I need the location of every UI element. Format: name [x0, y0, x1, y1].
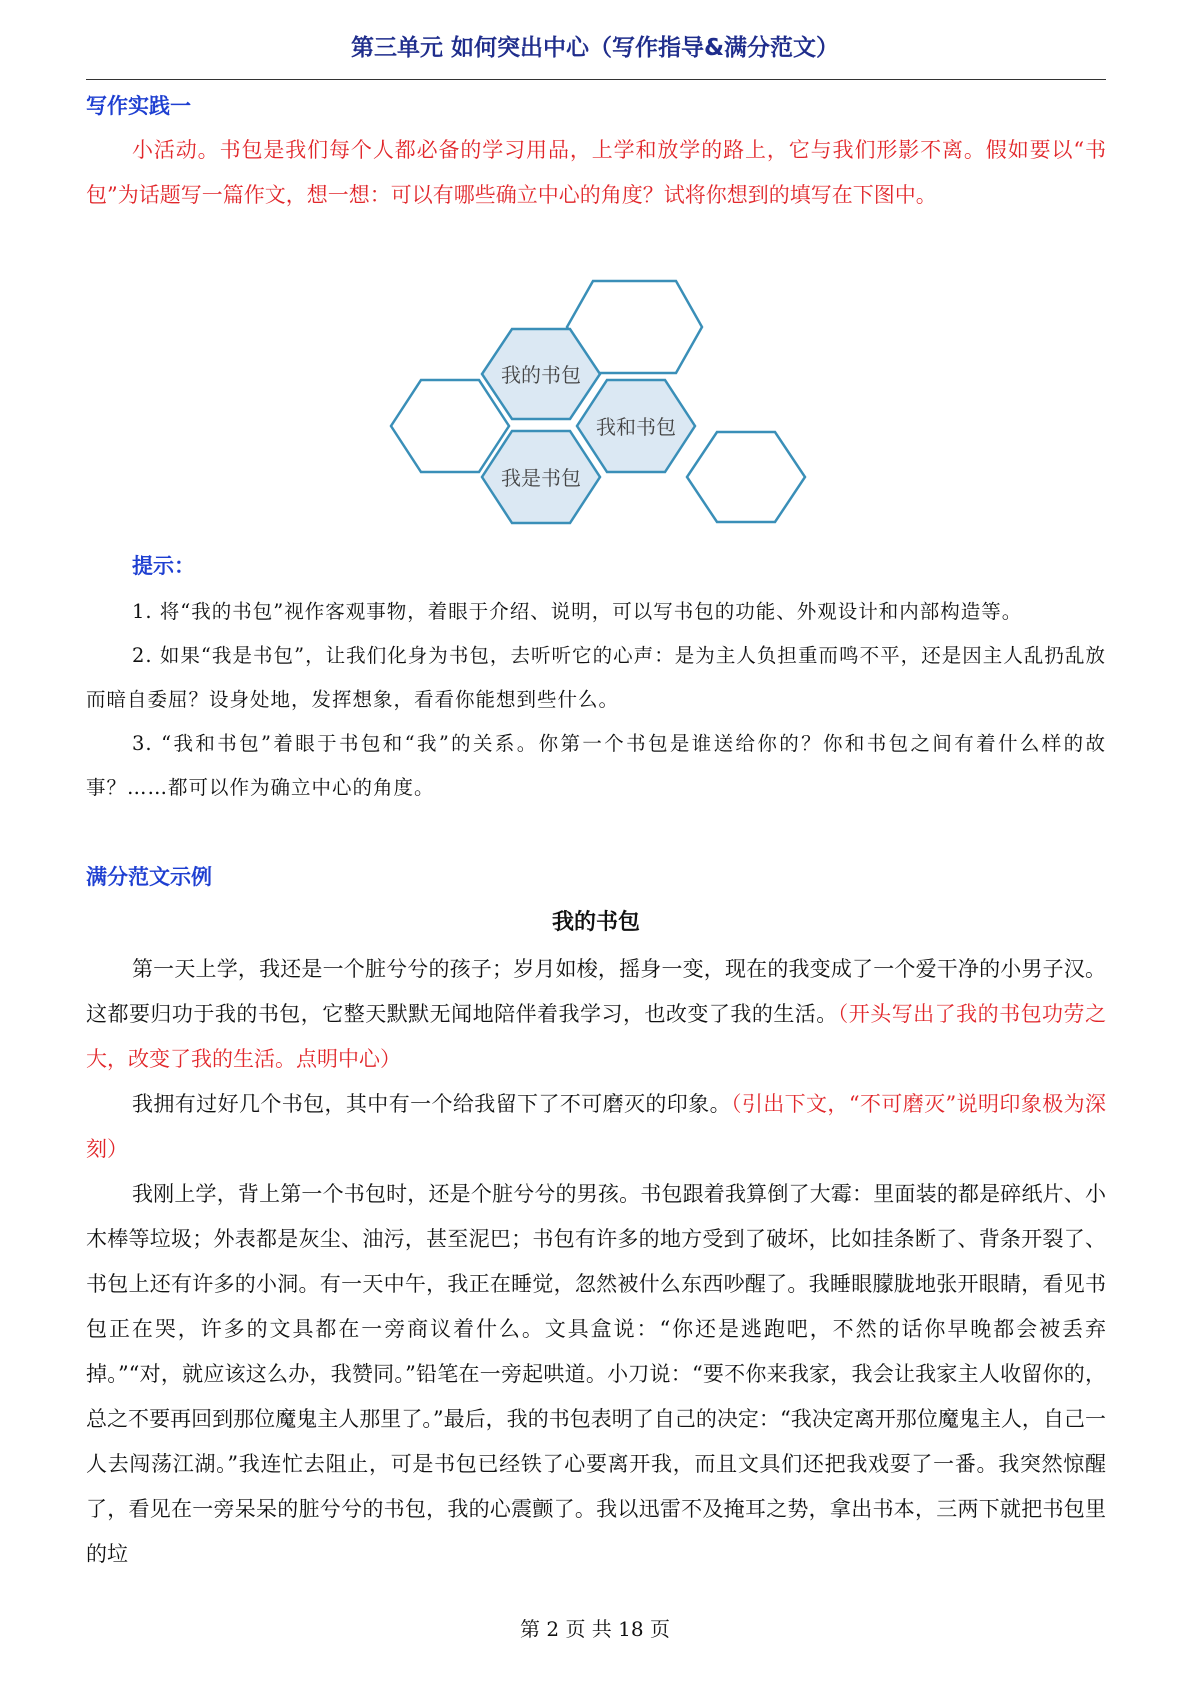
- hexagon-me-and-schoolbag: [577, 380, 695, 472]
- practice-heading: 写作实践一: [86, 94, 191, 118]
- sample-heading: 满分范文示例: [86, 865, 212, 889]
- essay-paragraph-2: [86, 1082, 1106, 1172]
- tip-item-1: 1. 将“我的书包”视作客观事物，着眼于介绍、说明，可以写书包的功能、外观设计和内部构造等。: [132, 600, 1023, 623]
- tips-section: [86, 548, 1106, 810]
- essay-annotation-2: （引出下文，“不可磨灭”说明印象极为深刻）: [86, 1092, 1106, 1161]
- hexagon-i-am-schoolbag: [482, 431, 600, 523]
- tip-item-2: 2. 如果“我是书包”，让我们化身为书包，去听听它的心声：是为主人负担重而鸣不平，还是因主人乱扔乱放而暗自委屈？设身处地，发挥想象，看看你能想到些什么。: [86, 644, 1106, 711]
- essay-annotation-1: （开头写出了我的书包功劳之大，改变了我的生活。点明中心）: [86, 1002, 1107, 1071]
- essay-paragraph-1: [86, 947, 1106, 1082]
- header-divider: [86, 79, 1106, 80]
- empty-hexagon-bottom-right: [687, 432, 805, 522]
- sample-essay-section: [86, 859, 1106, 1577]
- tip-item-3: 3. “我和书包”着眼于书包和“我”的关系。你第一个书包是谁送给你的？你和书包之间有着什么样的故事？……都可以作为确立中心的角度。: [86, 732, 1106, 799]
- essay-paragraph-3: 我刚上学，背上第一个书包时，还是个脏兮兮的男孩。书包跟着我算倒了大霉：里面装的都是碎纸片、小木棒等垃圾；外表都是灰尘、油污，甚至泥巴；书包有许多的地方受到了破坏，比如挂条断了、背条开裂了、书包上还有许多的小洞。有一天中午，我正在睡觉，忽然被什么东西吵醒了。我睡眼朦胧地张开眼睛，看见书包正在哭，许多的文具都在一旁商议着什么。文具盒说：“你还是逃跑吧，不然的话你早晚都会被丢弃掉。”“对，就应该这么办，我赞同。”铅笔在一旁起哄道。小刀说：“要不你来我家，我会让我家主人收留你的，总之不要再回到那位魔鬼主人那里了。”最后，我的书包表明了自己的决定：“我决定离开那位魔鬼主人，自己一人去闯荡江湖。”我连忙去阻止，可是书包已经铁了心要离开我，而且文具们还把我戏耍了一番。我突然惊醒了，看见在一旁呆呆的脏兮兮的书包，我的心震颤了。我以迅雷不及掩耳之势，拿出书本，三两下就把书包里的垃: [86, 1182, 1106, 1566]
- activity-paragraph: 小活动。书包是我们每个人都必备的学习用品，上学和放学的路上，它与我们形影不离。假如要以“书包”为话题写一篇作文，想一想：可以有哪些确立中心的角度？试将你想到的填写在下图中。: [86, 138, 1106, 207]
- essay-paragraph-2-text: 我拥有过好几个书包，其中有一个给我留下了不可磨灭的印象。: [132, 1092, 731, 1116]
- page-footer: 第 2 页 共 18 页: [520, 1617, 670, 1641]
- tips-heading: 提示：: [132, 554, 195, 578]
- practice-section: [86, 88, 1106, 218]
- hexagon-label-i-am-schoolbag: 我是书包: [501, 466, 581, 490]
- hexagon-label-my-schoolbag: 我的书包: [501, 363, 581, 387]
- essay-paragraph-1-text: 第一天上学，我还是一个脏兮兮的孩子；岁月如梭，摇身一变，现在的我变成了一个爱干净的小男子汉。这都要归功于我的书包，它整天默默无闻地陪伴着我学习，也改变了我的生活。: [86, 957, 1106, 1026]
- hexagon-label-me-and-schoolbag: 我和书包: [596, 415, 676, 439]
- empty-hexagon-left: [391, 380, 509, 472]
- essay-title: 我的书包: [551, 910, 640, 935]
- hexagon-diagram: [0, 255, 1190, 555]
- page-title: 第三单元 如何突出中心（写作指导&满分范文）: [350, 35, 840, 61]
